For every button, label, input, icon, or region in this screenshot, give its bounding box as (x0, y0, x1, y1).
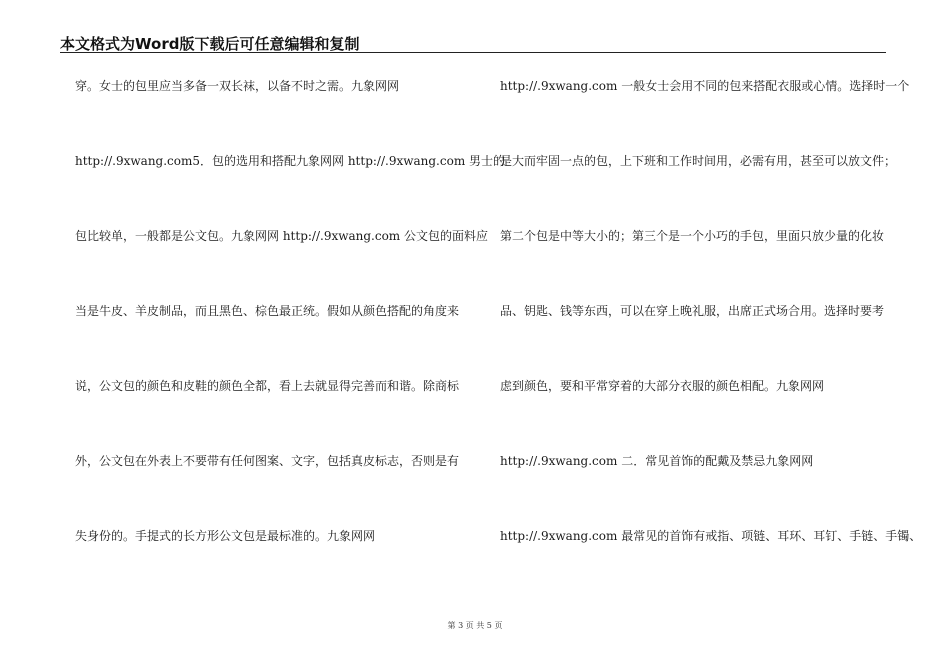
header-divider (60, 52, 886, 53)
left-text-column (75, 72, 506, 597)
right-line-2: 是大而牢固一点的包，上下班和工作时间用，必需有用，甚至可以放文件； (500, 154, 897, 168)
left-line-7: 失身份的。手提式的长方形公文包是最标准的。九象网网 (75, 529, 376, 543)
left-line-2: http://.9xwang.com5．包的选用和搭配九象网网 http://.9xwang.com 男士的 (75, 154, 506, 168)
left-line-5: 说，公文包的颜色和皮鞋的颜色全都，看上去就显得完善而和谐。除商标 (75, 379, 460, 393)
right-line-3: 第二个包是中等大小的；第三个是一个小巧的手包，里面只放少量的化妆 (500, 229, 885, 243)
right-line-7: http://.9xwang.com 最常见的首饰有戒指、项链、耳环、耳钉、手链、手镯、 (500, 529, 922, 543)
page-number-footer: 第 3 页 共 5 页 (447, 621, 503, 630)
right-line-4: 品、钥匙、钱等东西，可以在穿上晚礼服，出席正式场合用。选择时要考 (500, 304, 885, 318)
right-line-5: 虑到颜色，要和平常穿着的大部分衣服的颜色相配。九象网网 (500, 379, 825, 393)
right-line-1: http://.9xwang.com 一般女士会用不同的包来搭配衣服或心情。选择时一个 (500, 79, 910, 93)
right-line-6: http://.9xwang.com 二．常见首饰的配戴及禁忌九象网网 (500, 454, 814, 468)
left-line-4: 当是牛皮、羊皮制品，而且黑色、棕色最正统。假如从颜色搭配的角度来 (75, 304, 460, 318)
left-line-1: 穿。女士的包里应当多备一双长袜，以备不时之需。九象网网 (75, 79, 400, 93)
right-text-column (500, 72, 922, 597)
left-line-3: 包比较单，一般都是公文包。九象网网 http://.9xwang.com 公文包的面料应 (75, 229, 489, 243)
document-header-title: 本文格式为Word版下载后可任意编辑和复制 (60, 35, 360, 53)
left-line-6: 外，公文包在外表上不要带有任何图案、文字，包括真皮标志，否则是有 (75, 454, 460, 468)
